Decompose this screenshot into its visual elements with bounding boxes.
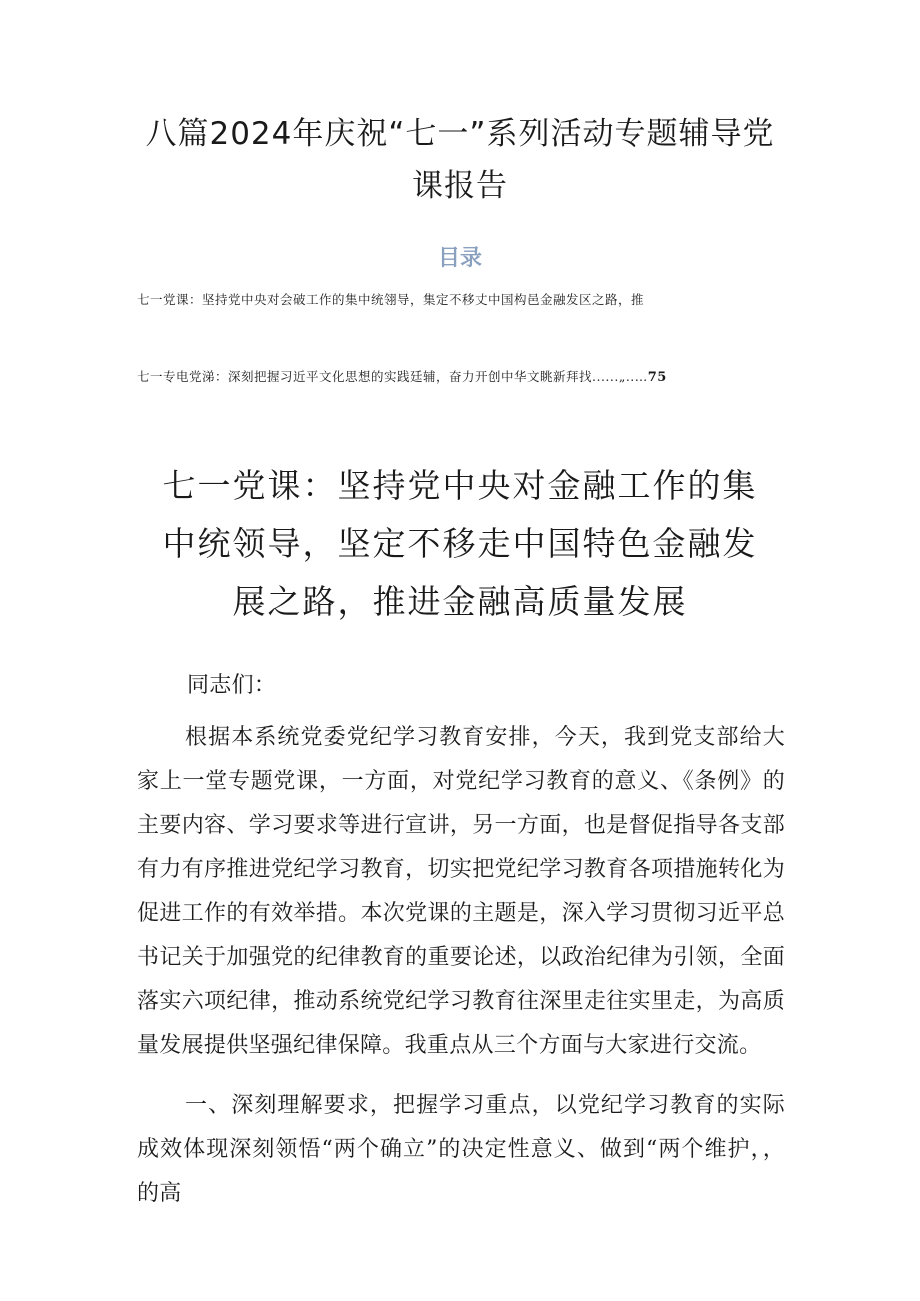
salutation: 同志们： xyxy=(187,673,277,698)
toc-heading: 目录 xyxy=(437,246,482,271)
toc-entry-text: 七一专电党涕：深刻把握习近平文化思想的实践廷辅，奋力开创中华文眺新拜找......„..… xyxy=(137,369,648,384)
toc-entry-page: 75 xyxy=(647,370,667,385)
body-paragraph: 一、深刻理解要求，把握学习重点，以党纪学习教育的实际成效体现深刻领悟“两个确立”的决定性意义、做到“两个维护，，的高 xyxy=(137,1093,785,1206)
body-paragraph: 根据本系统党委党纪学习教育安排，今天，我到党支部给大家上一堂专题党课，一方面，对党纪学习教育的意义、《条例》的主要内容、学习要求等进行宣讲，另一方面，也是督促指导各支部有力有序推进党纪学习教育，切实把党纪学习教育各项措施转化为促进工作的有效举措。本次党课的主题是，深入学习贯彻习近平总书记关于加强党的纪律教育的重要论述，以政治纪律为引领，全面落实六项纪律，推动系统党纪学习教育往深里走往实里走，为高质量发展提供坚强纪律保障。我重点从三个方面与大家进行交流。 xyxy=(137,725,785,1058)
toc-entry-text: 七一党课：坚持党中央对会破工作的集中统翎导，集定不移丈中国构邑金融发区之路，推 xyxy=(137,292,645,307)
toc-entry[interactable] xyxy=(137,367,797,385)
section-title: 七一党课：坚持党中央对金融工作的集中统领导，坚定不移走中国特色金融发展之路，推进金融高质量发展 xyxy=(162,466,758,621)
document-title: 八篇2024年庆祝“七一”系列活动专题辅导党课报告 xyxy=(145,116,775,204)
toc-entry[interactable] xyxy=(137,290,797,308)
